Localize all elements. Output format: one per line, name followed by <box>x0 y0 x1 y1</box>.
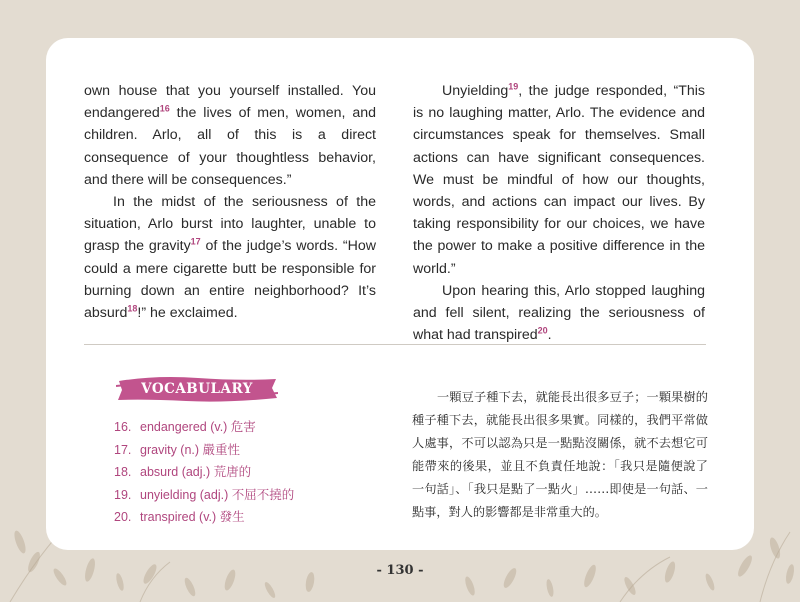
footnote-marker: 17 <box>190 236 201 247</box>
vocabulary-list <box>114 416 294 529</box>
paragraph: Unyielding$^{19}$, the judge responded, “This is no laughing matter, Arlo. The evidence and circumstances speak for themselves. Small actions can have significant consequences. We must be mindful of how our thoughts, words, and actions can impact our lives. By taking responsibility for our choices, we have the power to make a positive difference in the world.” <box>413 81 705 277</box>
footnote-marker: 20 <box>537 325 548 336</box>
vocabulary-title: VOCABULARY <box>141 381 253 397</box>
section-divider <box>84 344 706 345</box>
story-column-right <box>413 80 705 346</box>
footnote-marker: 16 <box>159 103 170 114</box>
paragraph: In the midst of the seriousness of the situation, Arlo burst into laughter, unable to grasp the gravity$^{17}$ of the judge’s words. “How could a mere cigarette butt be responsible for burning down an entire neighborhood? It’s absurd$^{18}$!” he exclaimed. <box>84 194 376 322</box>
paragraph: Upon hearing this, Arlo stopped laughing and fell silent, realizing the seriousness of what had transpired$^{20}$. <box>413 282 705 344</box>
vocabulary-item: 16. endangered (v.) 危害 <box>114 420 256 434</box>
vocabulary-item: 20. transpired (v.) 發生 <box>114 510 245 525</box>
chinese-reflection: 一顆豆子種下去，就能長出很多豆子；一顆果樹的種子種下去，就能長出很多果實。同樣的，我們平常做人處事，不可以認為只是一點點沒關係，就不去想它可能帶來的後果，並且不負責任地說：「我只是隨便說了一句話」、「我只是點了一點火」……即使是一句話、一點事，對人的影響都是非常重大的。 <box>412 390 708 519</box>
paragraph: own house that you yourself installed. You endangered$^{16}$ the lives of men, women, and children. Arlo, all of this is a direct consequence of your thoughtless behavior, and there will be consequences.” <box>84 83 376 188</box>
vocabulary-item: 17. gravity (n.) 嚴重性 <box>114 442 241 457</box>
page-number: - 130 - <box>376 563 424 578</box>
footnote-marker: 19 <box>508 81 519 92</box>
vocabulary-item: 19. unyielding (adj.) 不屈不撓的 <box>114 487 295 502</box>
footnote-marker: 18 <box>127 303 138 314</box>
vocabulary-item: 18. absurd (adj.) 荒唐的 <box>114 465 252 480</box>
story-column-left <box>84 80 376 324</box>
vocabulary-heading <box>116 374 278 404</box>
